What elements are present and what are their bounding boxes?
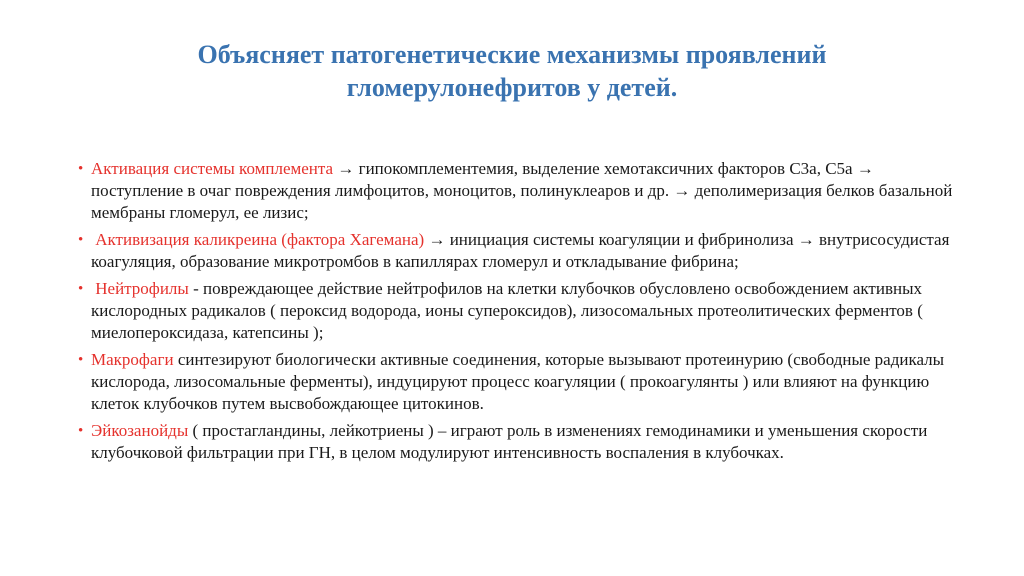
bullet-dot-icon: • [78,281,84,297]
bullet-dot-icon: • [78,232,84,248]
bullet-text: → инициация системы коагуляции и фибринолиза → внутрисосудистая коагуляция, образование микротромбов в капиллярах гломерул и откладывание фибрина; [91,230,950,271]
slide-title [120,38,904,104]
bullet-dot-icon: • [78,423,84,439]
bullet-item-kallikrein [78,229,958,273]
bullet-text: - повреждающее действие нейтрофилов на клетки клубочков обусловлено освобождением активных кислородных радикалов ( пероксид водорода, ионы супероксидов), лизосомальных протеолитических ферментов ( миелопероксидаза, катепсины ); [91,279,923,342]
bullet-list [78,158,958,469]
bullet-item-complement [78,158,958,224]
bullet-term: Эйкозанойды [91,421,189,440]
bullet-item-neutrophils [78,278,958,344]
bullet-term: Нейтрофилы [95,279,189,298]
bullet-term: Активация системы комплемента [91,159,334,178]
bullet-term: Активизация каликреина (фактора Хагемана) [95,230,425,249]
bullet-item-eicosanoids [78,420,958,464]
bullet-dot-icon: • [78,352,84,368]
bullet-item-macrophages [78,349,958,415]
slide-title-line-1: Объясняет патогенетические механизмы проявлений [197,40,827,69]
bullet-text: → гипокомплементемия, выделение хемотаксичних факторов С3а, С5а → поступление в очаг повреждения лимфоцитов, моноцитов, полинуклеаров и др. → деполимеризация белков базальной мембраны гломерул, ее лизис; [91,159,953,222]
bullet-dot-icon: • [78,161,84,177]
bullet-text: синтезируют биологически активные соединения, которые вызывают протеинурию (свободные радикалы кислорода, лизосомальные ферменты), индуцируют процесс коагуляции ( прокоагулянты ) или влияют на функцию клеток клубочков путем высвобождающее цитокинов. [91,350,945,413]
slide-title-line-2: гломерулонефритов у детей. [346,73,678,102]
bullet-term: Макрофаги [91,350,174,369]
bullet-text: ( простагландины, лейкотриены ) – играют роль в изменениях гемодинамики и уменьшения скорости клубочковой фильтрации при ГН, в целом модулируют интенсивность воспаления в клубочках. [91,421,928,462]
